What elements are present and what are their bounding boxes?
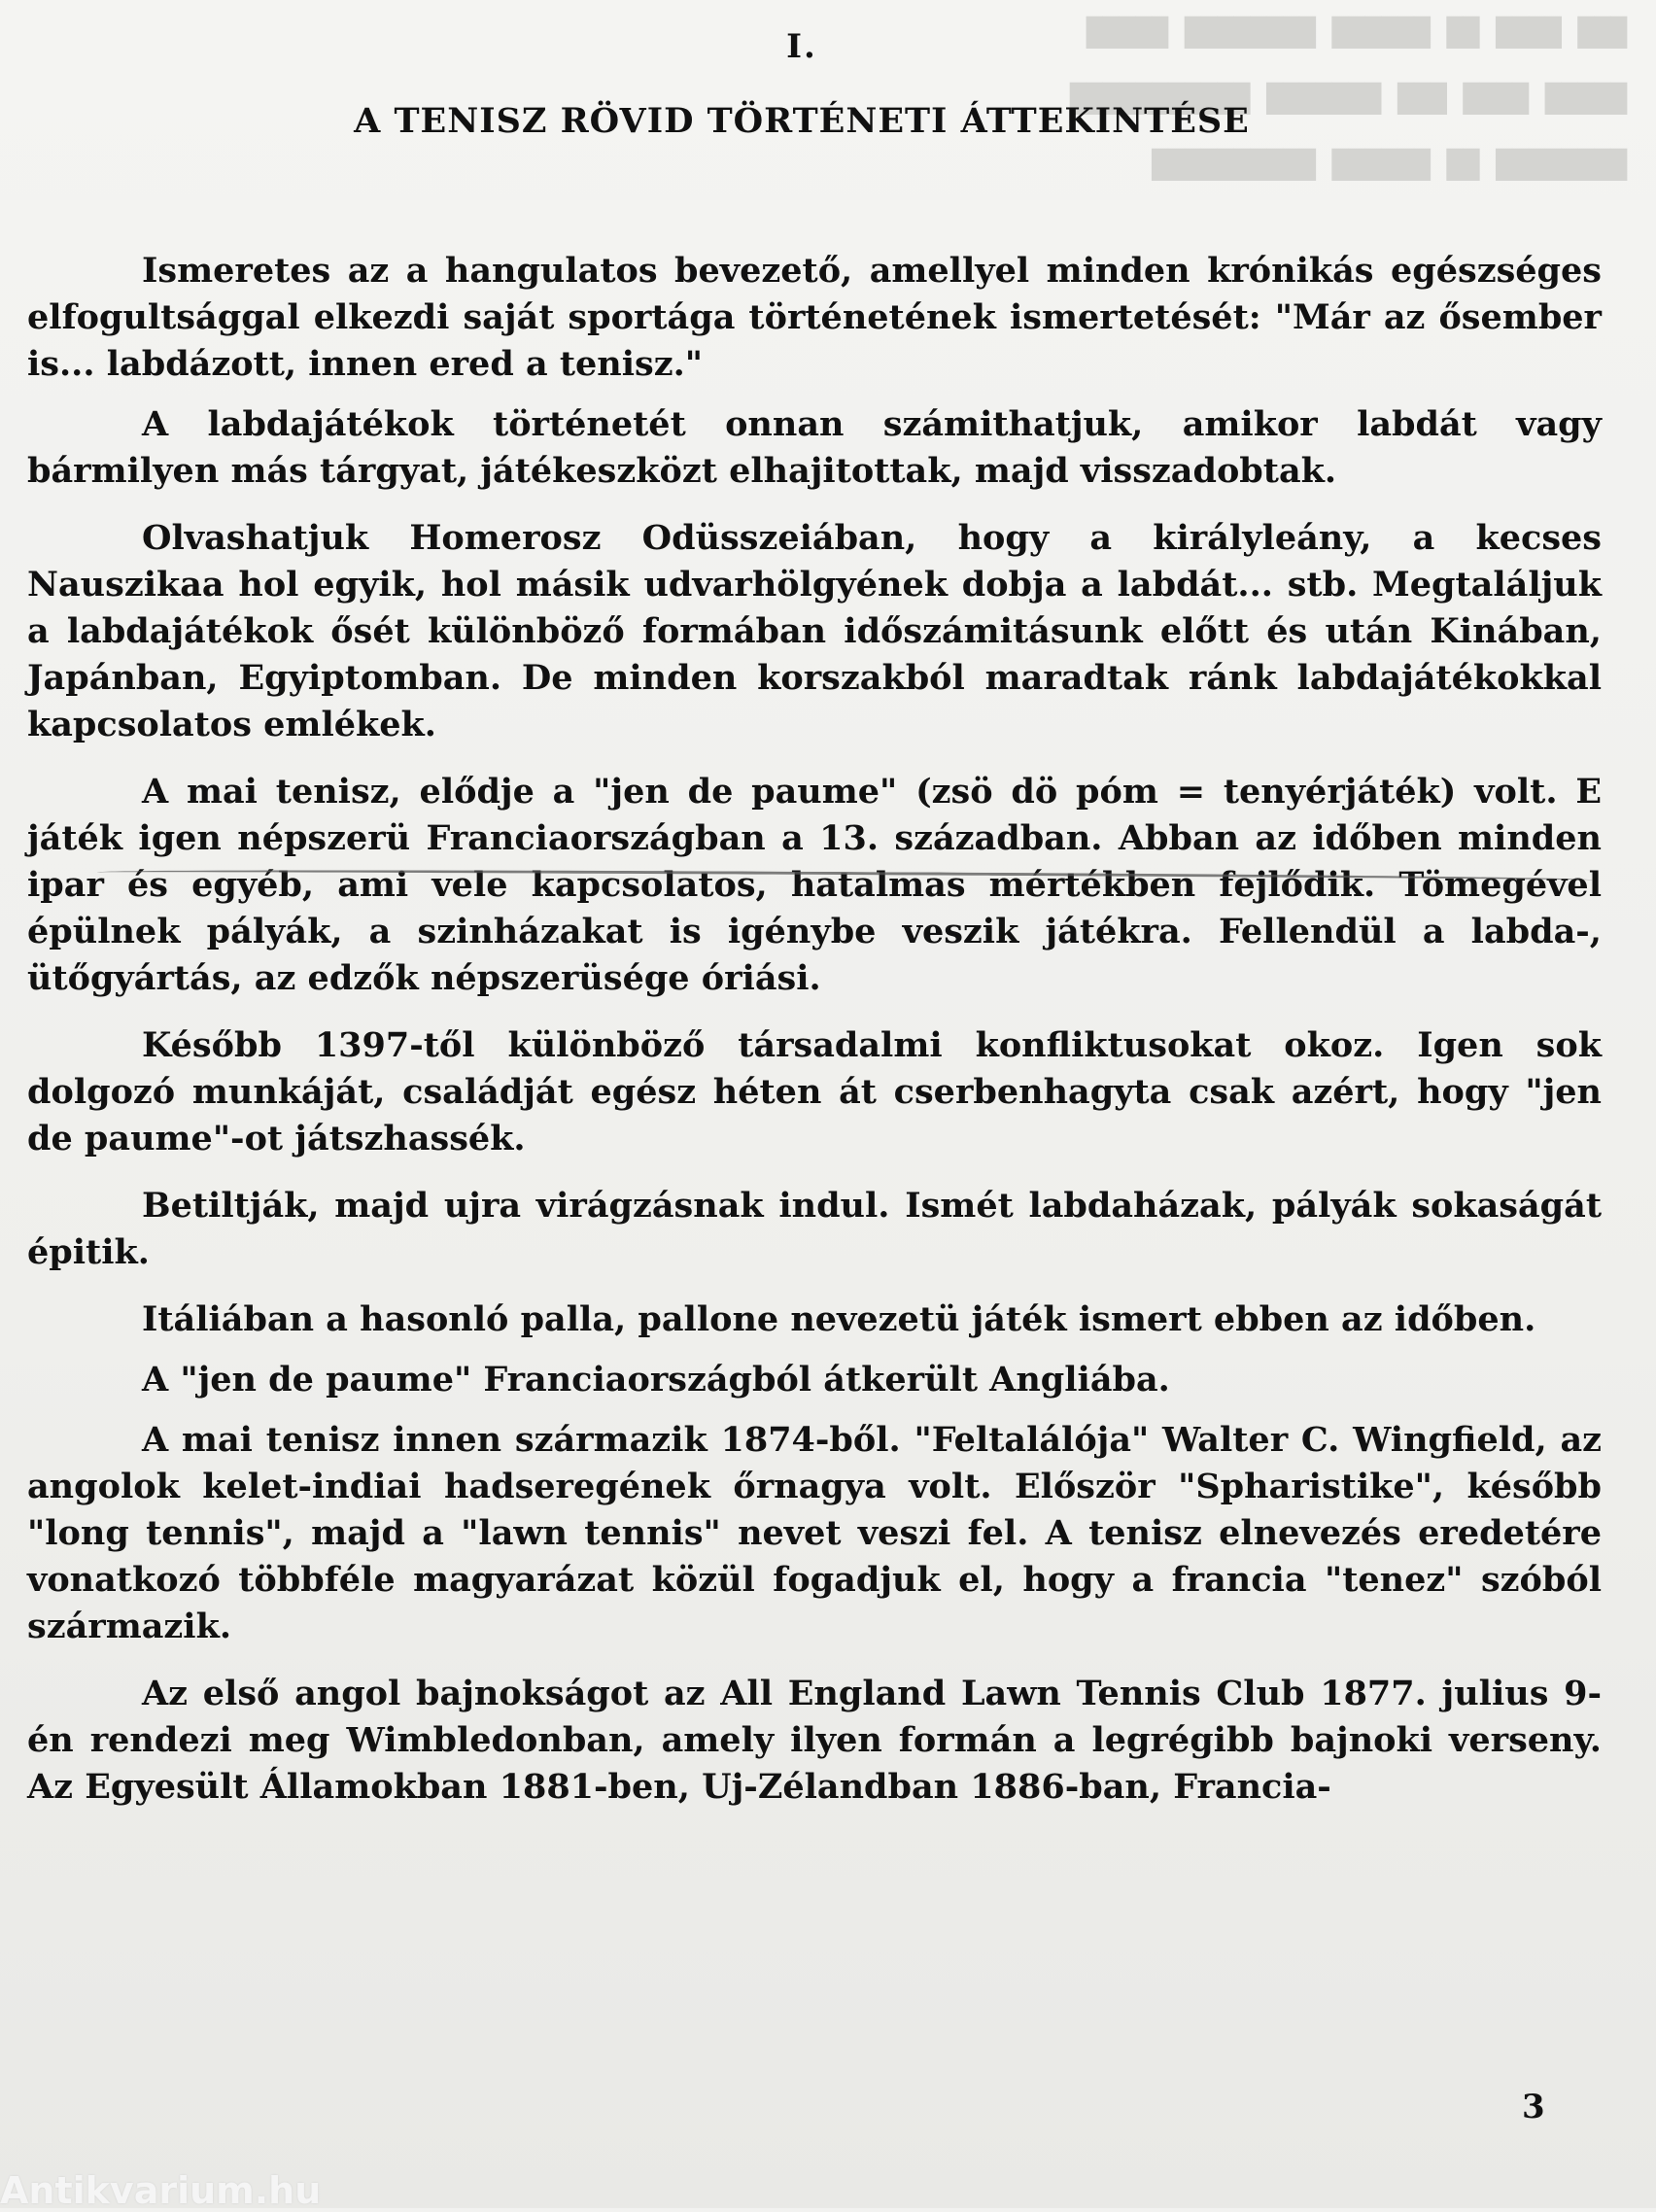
chapter-number: I. (786, 27, 817, 66)
bleed-through-background: ███ ████ ██ ██████ ████████ █████ █████ ████ ███ ███████ ███████████ ████████ ██ ██████ ██████████ (1069, 17, 1627, 181)
paragraph-england: A "jen de paume" Franciaországból átkerült Angliába. (142, 1360, 1170, 1400)
chapter-title: A TENISZ RÖVID TÖRTÉNETI ÁTTEKINTÉSE (354, 101, 1250, 141)
paragraph-ball-games: A labdajátékok történetét onnan számithatjuk, amikor labdát vagy bármilyen más tárgyat, játékeszközt elhajitottak, majd visszadobtak. (27, 404, 1602, 491)
paragraph-italy: Itáliában a hasonló palla, pallone nevezetü játék ismert ebben az időben. (142, 1299, 1536, 1339)
paragraph-jeu-de-paume: A mai tenisz, elődje a "jen de paume" (zsö dö póm = tenyérjáték) volt. E játék igen népszerü Franciaországban a 13. században. Abban az időben minden ipar és egyéb, ami vele kapcsolatos, hatalmas mértékben fejlődik. Tömegével épülnek pályák, a szinházakat is igénybe veszik játékra. Fellendül a labda-, ütőgyártás, az edzők népszerüsége óriási. (27, 772, 1602, 998)
watermark-logo: Antikvarium.hu (0, 2169, 322, 2212)
paragraph-conflicts: Később 1397-től különböző társadalmi konfliktusokat okoz. Igen sok dolgozó munkáját, családját egész héten át cserbenhagyta csak azért, hogy "jen de paume"-ot játszhassék. (27, 1025, 1602, 1158)
page-number: 3 (1522, 2088, 1545, 2126)
body-text (27, 248, 1602, 1831)
paragraph-ban: Betiltják, majd ujra virágzásnak indul. Ismét labdaházak, pályák sokaságát épitik. (27, 1186, 1602, 1272)
paragraph-wingfield: A mai tenisz innen származik 1874-ből. "Feltalálója" Walter C. Wingfield, az angolok kelet-indiai hadseregének őrnagya volt. Először "Spharistike", később "long tennis", majd a "lawn tennis" nevet veszi fel. A tenisz elnevezés eredetére vonatkozó többféle magyarázat közül fogadjuk el, hogy a francia "tenez" szóból származik. (27, 1420, 1602, 1646)
paragraph-homer: Olvashatjuk Homerosz Odüsszeiában, hogy a királyleány, a kecses Nauszikaa hol egyik, hol másik udvarhölgyének dobja a labdát... stb. Megtaláljuk a labdajátékok ősét különböző formában időszámitásunk előtt és után Kinában, Japánban, Egyiptomban. De minden korszakból maradtak ránk labdajátékokkal kapcsolatos emlékek. (27, 518, 1602, 744)
paragraph-wimbledon: Az első angol bajnokságot az All England Lawn Tennis Club 1877. julius 9-én rendezi meg Wimbledonban, amely ilyen formán a legrégibb bajnoki verseny. Az Egyesült Államokban 1881-ben, Uj-Zélandban 1886-ban, Francia- (27, 1674, 1602, 1807)
paragraph-intro: Ismeretes az a hangulatos bevezető, amellyel minden krónikás egészséges elfogultsággal elkezdi saját sportága történetének ismertetését: "Már az ősember is... labdázott, innen ered a tenisz." (27, 251, 1602, 384)
